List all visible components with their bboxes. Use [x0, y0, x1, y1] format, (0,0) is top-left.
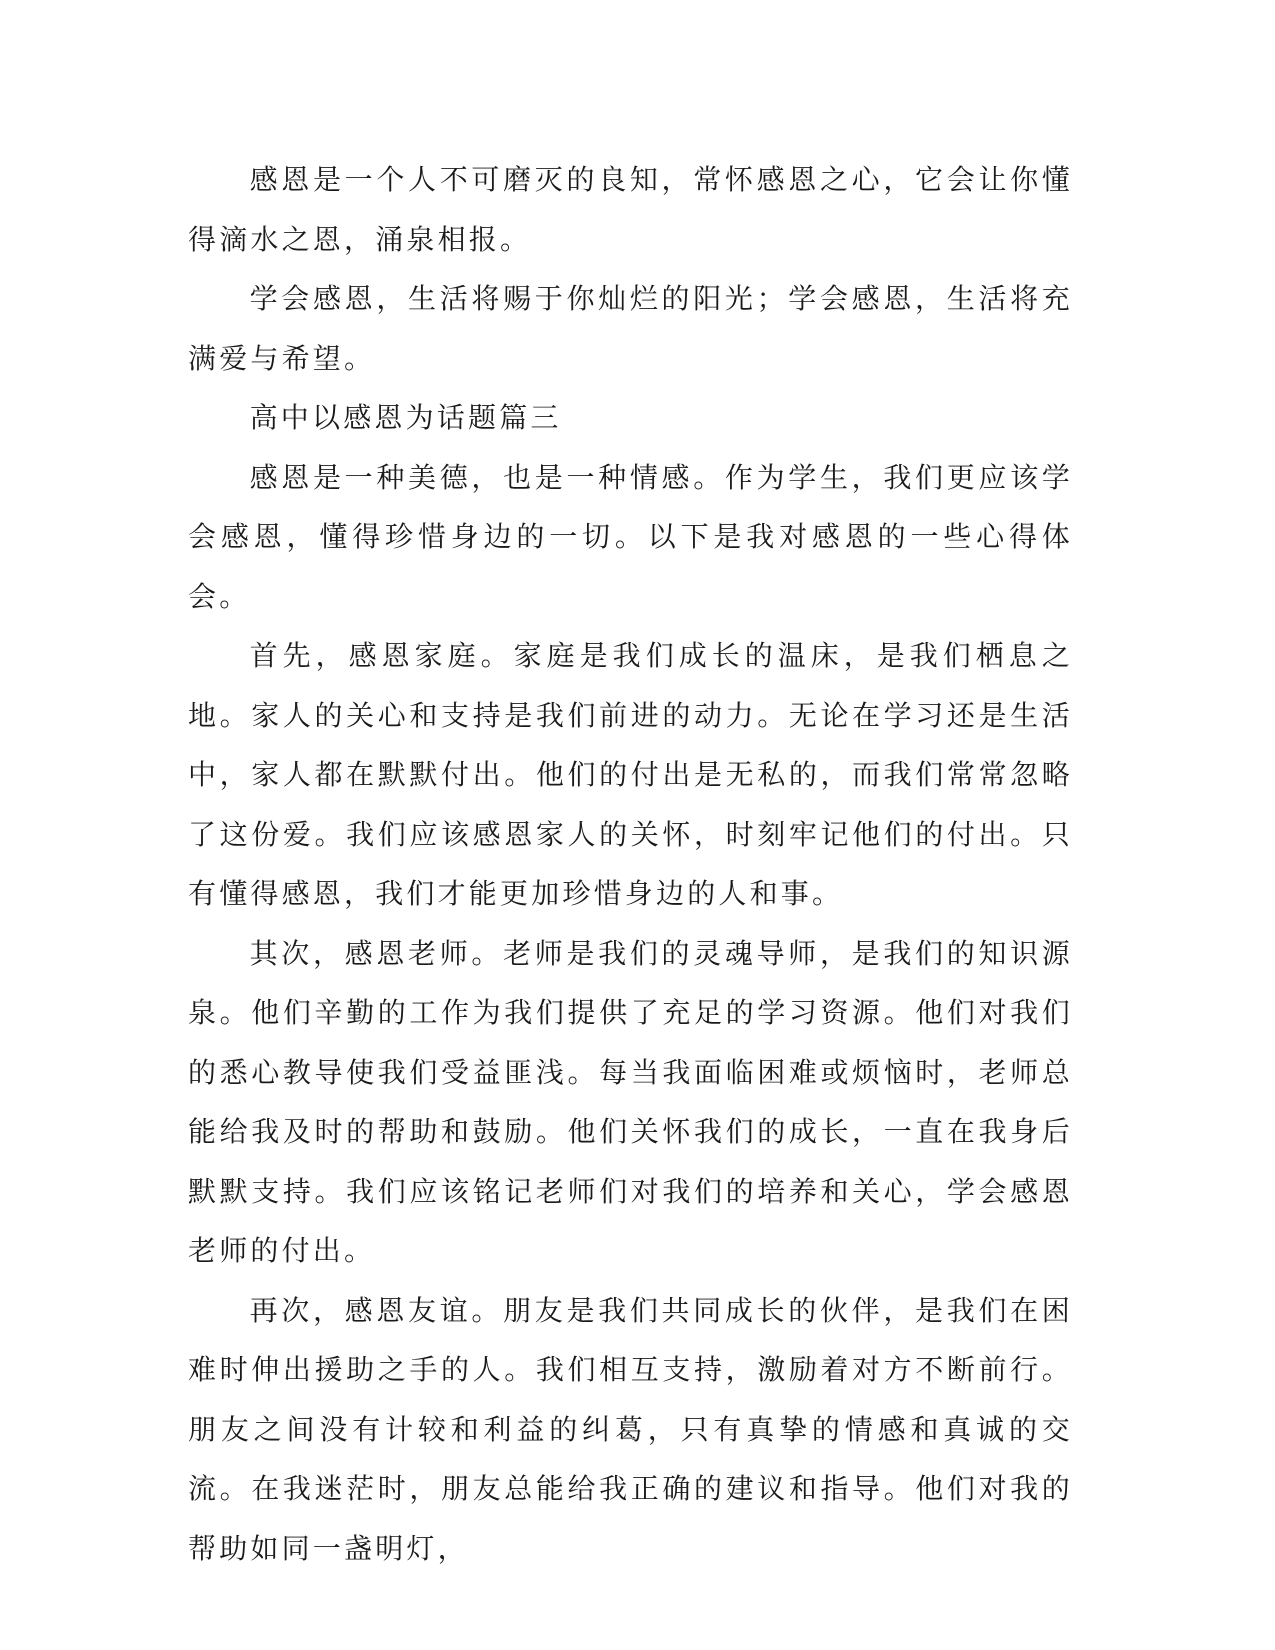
- paragraph-intro: 感恩是一种美德，也是一种情感。作为学生，我们更应该学会感恩，懂得珍惜身边的一切。以下是我对感恩的一些心得体会。: [188, 460, 1073, 613]
- section-heading: 高中以感恩为话题篇三: [249, 401, 562, 434]
- document-page: [188, 150, 1073, 1578]
- paragraph-friendship: 再次，感恩友谊。朋友是我们共同成长的伙伴，是我们在困难时伸出援助之手的人。我们相互支持，激励着对方不断前行。朋友之间没有计较和利益的纠葛，只有真挚的情感和真诚的交流。在我迷茫时，朋友总能给我正确的建议和指导。他们对我的帮助如同一盏明灯，: [188, 1293, 1073, 1565]
- paragraph-learn-gratitude: 学会感恩，生活将赐于你灿烂的阳光；学会感恩，生活将充满爱与希望。: [188, 282, 1073, 375]
- paragraph-teachers: 其次，感恩老师。老师是我们的灵魂导师，是我们的知识源泉。他们辛勤的工作为我们提供了充足的学习资源。他们对我们的悉心教导使我们受益匪浅。每当我面临困难或烦恼时，老师总能给我及时的帮助和鼓励。他们关怀我们的成长，一直在我身后默默支持。我们应该铭记老师们对我们的培养和关心，学会感恩老师的付出。: [188, 936, 1073, 1267]
- paragraph-gratitude-conscience: 感恩是一个人不可磨灭的良知，常怀感恩之心，它会让你懂得滴水之恩，涌泉相报。: [188, 163, 1073, 256]
- paragraph-family: 首先，感恩家庭。家庭是我们成长的温床，是我们栖息之地。家人的关心和支持是我们前进的动力。无论在学习还是生活中，家人都在默默付出。他们的付出是无私的，而我们常常忽略了这份爱。我们应该感恩家人的关怀，时刻牢记他们的付出。只有懂得感恩，我们才能更加珍惜身边的人和事。: [188, 639, 1073, 910]
